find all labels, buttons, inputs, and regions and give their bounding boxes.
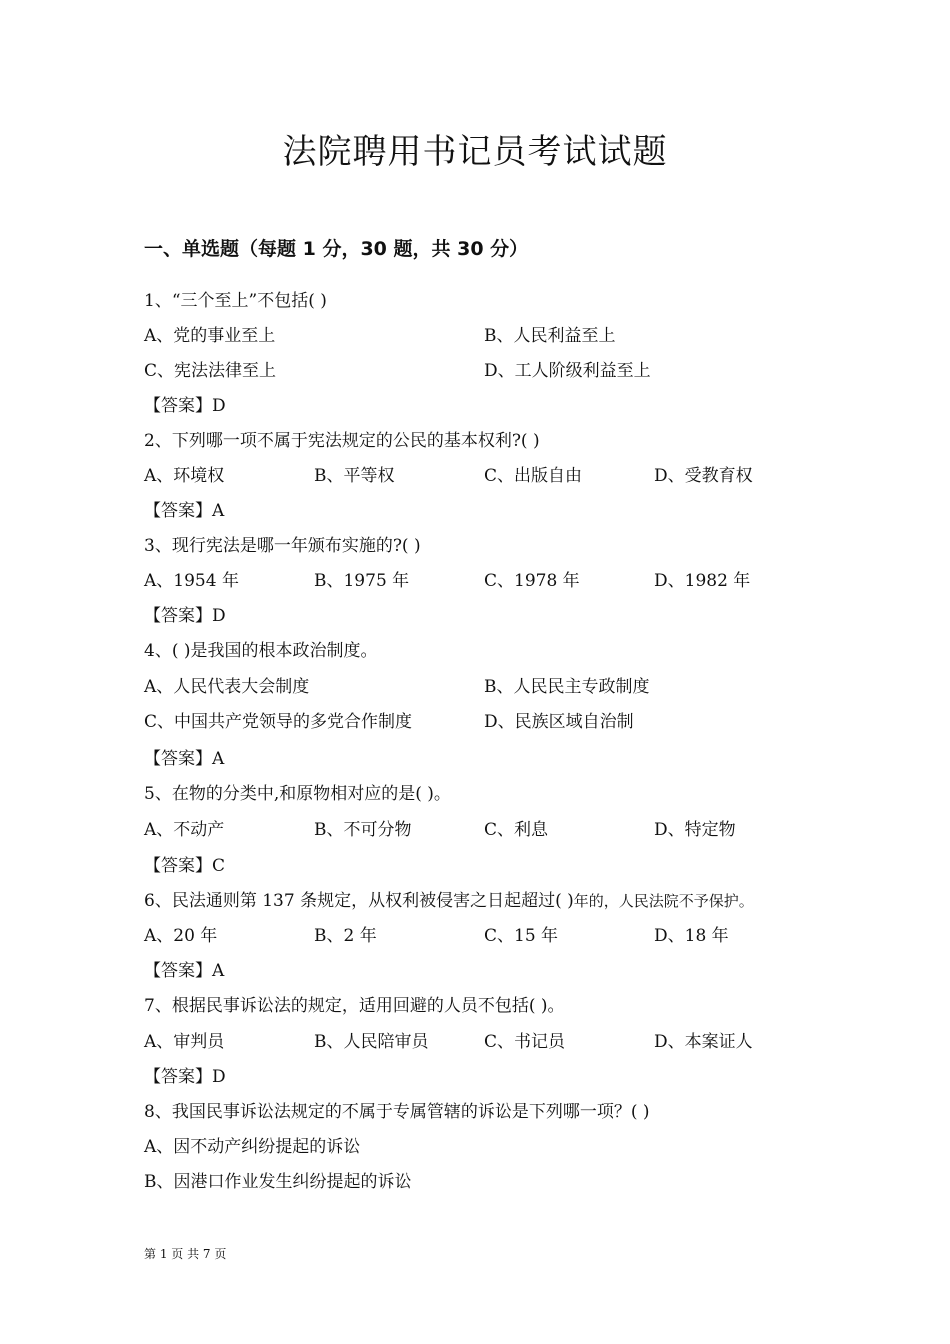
question-stem [144,886,754,916]
option-c: C、15 年 [484,926,559,946]
page-footer: 第 1 页 共 7 页 [144,1247,227,1261]
page-title: 法院聘用书记员考试试题 [282,132,668,172]
option-c: C、利息 [484,820,549,840]
answer-line: 【答案】D [144,396,226,416]
option-b: B、因港口作业发生纠纷提起的诉讼 [144,1172,412,1192]
section-heading: 一、单选题（每题 1 分，30 题，共 30 分） [144,238,529,260]
option-c: C、书记员 [484,1032,566,1052]
option-b: B、2 年 [314,926,377,946]
option-c: C、1978 年 [484,571,580,591]
question-stem: 4、( )是我国的根本政治制度。 [144,641,378,661]
question-stem: 1、“三个至上”不包括( ) [144,291,327,311]
option-d: D、民族区域自治制 [484,712,634,732]
option-b: B、不可分物 [314,820,412,840]
question-stem: 7、根据民事诉讼法的规定，适用回避的人员不包括( )。 [144,996,565,1016]
option-a: A、20 年 [144,926,218,946]
option-c: C、宪法法律至上 [144,361,277,381]
option-b: B、人民陪审员 [314,1032,429,1052]
question-stem: 3、现行宪法是哪一年颁布实施的?( ) [144,536,421,556]
answer-line: 【答案】A [144,749,225,769]
option-d: D、18 年 [654,926,729,946]
option-a: A、党的事业至上 [144,326,276,346]
answer-line: 【答案】C [144,856,226,876]
option-b: B、人民民主专政制度 [484,677,650,697]
option-a: A、因不动产纠纷提起的诉讼 [144,1137,361,1157]
question-stem: 8、我国民事诉讼法规定的不属于专属管辖的诉讼是下列哪一项？( ) [144,1102,650,1122]
answer-line: 【答案】A [144,501,225,521]
option-d: D、受教育权 [654,466,753,486]
answer-line: 【答案】A [144,961,225,981]
option-d: D、特定物 [654,820,736,840]
option-d: D、1982 年 [654,571,751,591]
option-b: B、人民利益至上 [484,326,616,346]
option-d: D、工人阶级利益至上 [484,361,651,381]
answer-line: 【答案】D [144,1067,226,1087]
option-d: D、本案证人 [654,1032,753,1052]
option-c: C、出版自由 [484,466,583,486]
option-a: A、环境权 [144,466,225,486]
option-b: B、1975 年 [314,571,410,591]
option-a: A、人民代表大会制度 [144,677,310,697]
question-stem: 5、在物的分类中,和原物相对应的是( )。 [144,784,451,804]
option-b: B、平等权 [314,466,395,486]
answer-line: 【答案】D [144,606,226,626]
option-a: A、审判员 [144,1032,225,1052]
option-a: A、1954 年 [144,571,239,591]
question-stem-tail: 年的，人民法院不予保护。 [573,892,754,910]
question-stem-main: 6、民法通则第 137 条规定，从权利被侵害之日起超过( ) [144,891,574,911]
option-c: C、中国共产党领导的多党合作制度 [144,712,413,732]
option-a: A、不动产 [144,820,225,840]
question-stem: 2、下列哪一项不属于宪法规定的公民的基本权利?( ) [144,431,540,451]
